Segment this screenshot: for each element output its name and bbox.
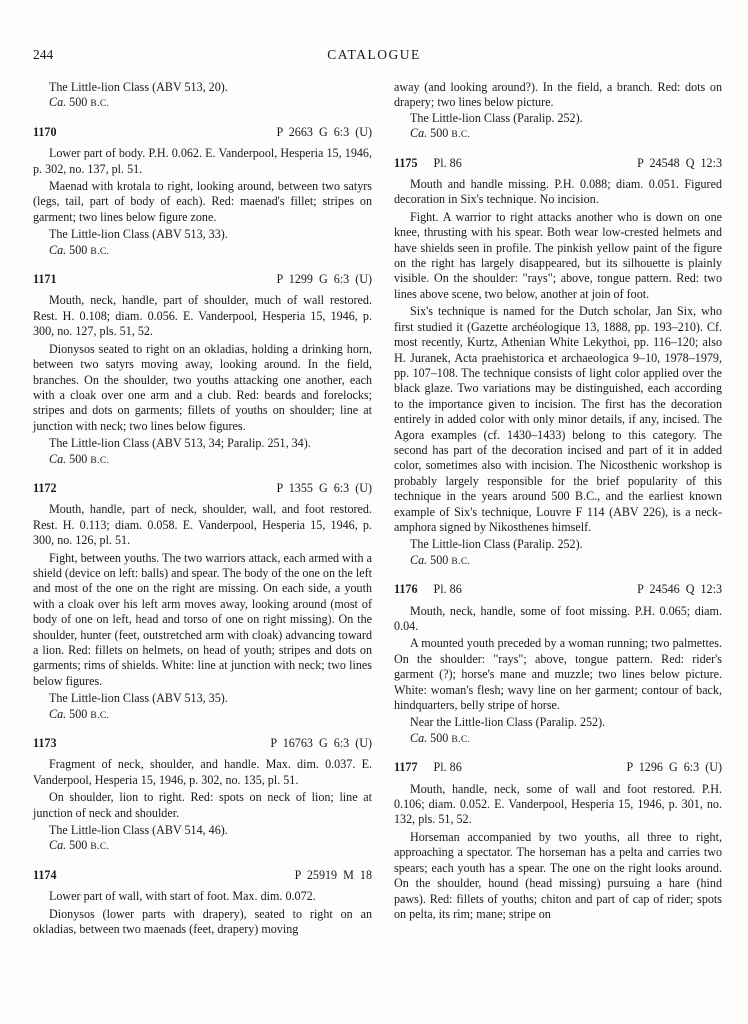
- entry-heading: [33, 868, 372, 883]
- page-number: 244: [33, 47, 54, 62]
- entry-heading: [394, 156, 722, 171]
- entry-text: Dionysos seated to right on an okladias, holding a drinking horn, between two satyrs moving away, looking around. In the field, branches. On the shoulder, two youths attacking one another, each with a cloak over one arm and a club. Red: beards and forelocks; stripes and dots on garments; fillets of youths on shoulder; line at junction with neck; two lines below figures.: [33, 341, 372, 433]
- entry-number: 1170: [33, 124, 57, 139]
- inventory-ref: P 1355 G 6:3 (U): [276, 480, 372, 495]
- inventory-ref: P 1299 G 6:3 (U): [276, 272, 372, 287]
- left-column: [33, 80, 372, 940]
- entry-description: Mouth and handle missing. P.H. 0.088; diam. 0.051. Figured decoration in Six's technique. No incision.: [394, 177, 722, 207]
- entry-text: Dionysos (lower parts with drapery), seated to right on an okladias, between two maenads (feet, drapery) moving: [33, 906, 372, 937]
- entry-text: Fight, between youths. The two warriors attack, each armed with a shield (device on left: balls) and spear. The body of the one on the left and most of the one on the right are missing. On each side, a youth with a cloak over his left arm moves away, looking around (most of body of one on left, head and torso of one on right missing). On the shoulder, hunter (feet, outstretched arm with cloak) advancing toward a lion. Red: fillets on helmets, on head of youth; stripes and dots on garments; rims of shields. White: line at junction with neck; two lines below figures.: [33, 550, 372, 688]
- date-line: Ca. 500 B.C.: [49, 451, 110, 466]
- entry-description: Lower part of wall, with start of foot. Max. dim. 0.072.: [49, 889, 316, 904]
- entry-description: Fragment of neck, shoulder, and handle. Max. dim. 0.037. E. Vanderpool, Hesperia 15, 1946, p. 302, no. 135, pl. 51.: [33, 757, 372, 787]
- entry-text: On shoulder, lion to right. Red: spots on neck of lion; line at junction of neck and shoulder.: [33, 790, 372, 820]
- entry-text: Horseman accompanied by two youths, all three to right, approaching a spectator. The horseman has a pelta and carries two spears; each youth has a spear. The one on the right looks around. On the shoulder, hound (head missing) pursuing a hare (hind paws). Red: fillets of youths; chiton and part of cap of rider; spots on pelta, its rim; mane; stripe on: [394, 829, 722, 921]
- entry-heading: [33, 481, 372, 496]
- entry-number: 1171: [33, 272, 57, 287]
- entry-number: 1176: [394, 582, 418, 597]
- entry-description: Mouth, neck, handle, some of foot missing. P.H. 0.065; diam. 0.04.: [394, 603, 722, 633]
- entry-number: 1172: [33, 480, 57, 495]
- entry-text: A mounted youth preceded by a woman running; two palmettes. On the shoulder: "rays"; above, tongue pattern. Red: rider's garment (?); horse's mane and muzzle; two lines below picture. White: woman's flesh; wavy line on her garment; contour of back, hindquarters, belly stripe of horse.: [394, 636, 722, 713]
- class-attribution: Near the Little-lion Class (Paralip. 252).: [410, 715, 606, 730]
- inventory-ref: P 24546 Q 12:3: [637, 582, 722, 597]
- date-line: Ca. 500 B.C.: [410, 730, 471, 745]
- continued-text: away (and looking around?). In the field, a branch. Red: dots on drapery; two lines below picture.: [394, 80, 722, 110]
- date-line: Ca. 500 B.C.: [410, 126, 471, 141]
- entry-heading: [33, 736, 372, 751]
- date-line: Ca. 500 B.C.: [49, 706, 110, 721]
- entry-heading: [33, 125, 372, 140]
- running-header: CATALOGUE: [327, 47, 421, 62]
- right-column: [394, 80, 722, 924]
- entry-description: Mouth, neck, handle, part of shoulder, much of wall restored. Rest. H. 0.108; diam. 0.056. E. Vanderpool, Hesperia 15, 1946, p. 300, no. 127, pls. 51, 52.: [33, 293, 372, 339]
- entry-description: Mouth, handle, neck, some of wall and foot restored. P.H. 0.106; diam. 0.052. E. Vanderpool, Hesperia 15, 1946, p. 301, no. 132, pls. 51, 52.: [394, 781, 722, 827]
- entry-description: Lower part of body. P.H. 0.062. E. Vanderpool, Hesperia 15, 1946, p. 302, no. 137, pl. 51.: [33, 146, 372, 176]
- entry-number: 1177: [394, 760, 418, 775]
- inventory-ref: P 2663 G 6:3 (U): [276, 124, 372, 139]
- inventory-ref: P 25919 M 18: [294, 867, 372, 882]
- plate-ref: Pl. 86: [433, 582, 462, 597]
- class-attribution: The Little-lion Class (Paralip. 252).: [410, 110, 583, 125]
- entry-number: 1175: [394, 155, 418, 170]
- entry-heading: [33, 272, 372, 287]
- inventory-ref: P 1296 G 6:3 (U): [626, 760, 722, 775]
- inventory-ref: P 16763 G 6:3 (U): [270, 736, 372, 751]
- class-attribution: The Little-lion Class (ABV 514, 46).: [49, 823, 228, 838]
- entry-heading: [394, 582, 722, 597]
- inventory-ref: P 24548 Q 12:3: [637, 155, 722, 170]
- class-attribution: The Little-lion Class (ABV 513, 33).: [49, 227, 228, 242]
- entry-description: Mouth, handle, part of neck, shoulder, wall, and foot restored. Rest. H. 0.113; diam. 0.058. E. Vanderpool, Hesperia 15, 1946, p. 300, no. 126, pl. 51.: [33, 502, 372, 548]
- entry-number: 1173: [33, 736, 57, 751]
- date-line: Ca. 500 B.C.: [49, 838, 110, 853]
- entry-number: 1174: [33, 867, 57, 882]
- plate-ref: Pl. 86: [433, 155, 462, 170]
- entry-commentary: Six's technique is named for the Dutch scholar, Jan Six, who first studied it (Gazette archéologique 13, 1888, pp. 193–210). Cf. most recently, Kurtz, Athenian White Lekythoi, pp. 116–120; also H. Juranek, Acta praehistorica et archaeologica 9–10, 1978–1979, pp. 107–108. The technique consists of light color applied over the black glaze. Two variations may be distinguished, each according to the importance given to incision. The first has the decoration entirely in added color with only minor details, if any, incised. The Agora examples (cf. 1430–1433) belong to this category. The second has part of the decoration incised and part of it in added color, sometimes also with incision. The Nicosthenic workshop is probably largely responsible for the brief popularity of this technique in the years around 500 B.C., and the earliest known example of Six's technique, Louvre F 114 (ABV 226), is a neck-amphora signed by Nikosthenes himself.: [394, 304, 722, 534]
- entry-text: Fight. A warrior to right attacks another who is down on one knee, thrusting with his spear. Both wear low-crested helmets and have shields seen in profile. The pinkish yellow paint of the figure on the right has largely disappeared, but its silhouette is plainly visible. On the shoulder: "rays"; above, tongue pattern. Red: two lines above scene, two below, another at join of foot.: [394, 209, 722, 301]
- plate-ref: Pl. 86: [433, 760, 462, 775]
- class-attribution: The Little-lion Class (ABV 513, 35).: [49, 691, 228, 706]
- date-line: Ca. 500 B.C.: [49, 95, 110, 110]
- entry-heading: [394, 760, 722, 775]
- class-attribution: The Little-lion Class (Paralip. 252).: [410, 537, 583, 552]
- class-attribution: The Little-lion Class (ABV 513, 20).: [49, 80, 228, 94]
- date-line: Ca. 500 B.C.: [49, 242, 110, 257]
- class-attribution: The Little-lion Class (ABV 513, 34; Paralip. 251, 34).: [49, 436, 311, 451]
- date-line: Ca. 500 B.C.: [410, 552, 471, 567]
- entry-text: Maenad with krotala to right, looking around, between two satyrs (legs, tail, part of body of each). Red: maenad's fillet; stripes on garment; two lines below figure zone.: [33, 179, 372, 224]
